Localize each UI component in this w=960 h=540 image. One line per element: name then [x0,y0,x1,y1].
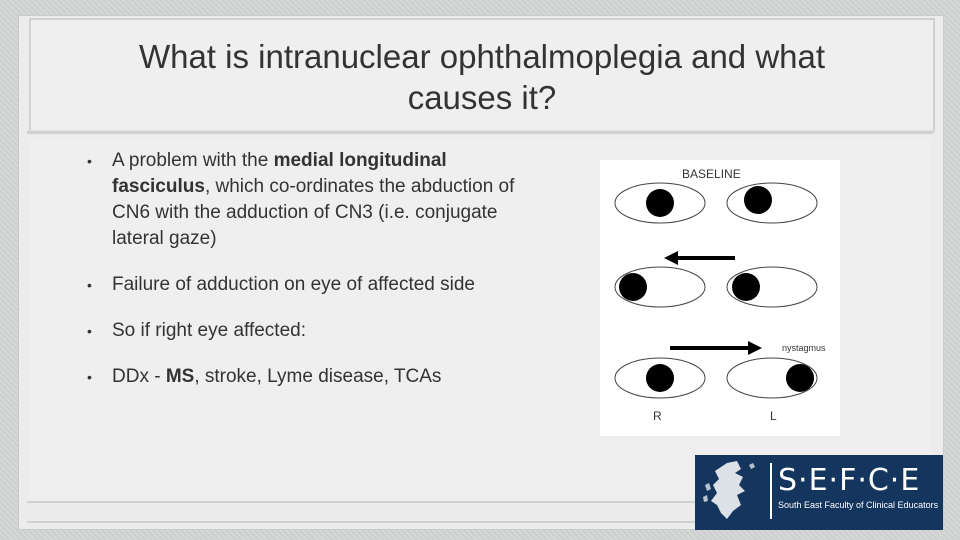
eye-movement-diagram [600,160,840,436]
pupil [744,186,772,214]
nystagmus-label: nystagmus [782,343,826,353]
bullet-item [83,272,523,298]
slide-title: What is intranuclear ophthalmoplegia and what causes it? [138,38,826,116]
title-box [29,18,935,132]
scotland-map-icon [697,455,767,530]
logo-divider [770,463,772,519]
left-eye-label: L [770,409,777,423]
bullet-item [83,364,523,390]
eye-outline [727,183,817,223]
pupil [786,364,814,392]
bullet-marker: • [87,277,92,293]
baseline-label: BASELINE [682,167,741,181]
bullet-list [83,148,523,410]
bullet-text: Failure of adduction on eye of affected side [112,274,476,295]
logo-title: S·E·F·C·E [778,463,921,498]
bullet-marker: • [87,153,92,169]
eye-diagram-svg [600,160,840,436]
title-divider [27,130,933,134]
bullet-text: DDx - [112,366,166,387]
bullet-bold-text: medial longitudinal fasciculus [112,150,447,197]
right-eye-label: R [653,409,662,423]
pupil [646,364,674,392]
bullet-marker: • [87,323,92,339]
logo-subtitle: South East Faculty of Clinical Educators [778,500,939,510]
bullet-text: , stroke, Lyme disease, TCAs [194,366,442,387]
bullet-text: So if right eye affected: [112,320,306,341]
bullet-item [83,148,523,252]
bullet-marker: • [87,369,92,385]
bullet-text: A problem with the [112,150,274,171]
pupil [732,273,760,301]
bullet-text: , which co-ordinates the abduction of CN6 with the adduction of CN3 (i.e. conjugate lateral gaze) [112,176,515,249]
bullet-item [83,318,523,344]
bullet-bold-text: MS [165,366,195,387]
arrow-head-right-icon [748,341,762,355]
arrow-head-left-icon [664,251,678,265]
pupil [619,273,647,301]
sefce-logo [695,455,943,530]
pupil [646,189,674,217]
